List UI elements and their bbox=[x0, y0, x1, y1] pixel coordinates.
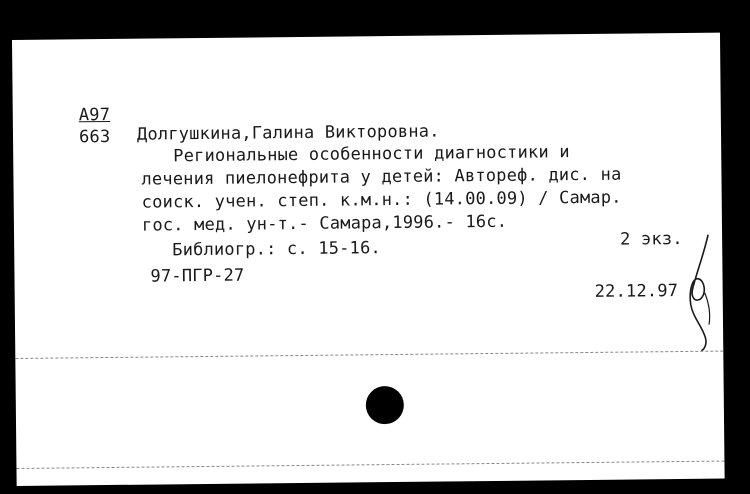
author-name: Долгушкина,Галина Викторовна. bbox=[136, 121, 440, 145]
date-stamp: 22.12.97 bbox=[594, 281, 679, 302]
accession-number: 97-ПГР-27 bbox=[150, 265, 245, 287]
shelfmark-class: А97 bbox=[78, 104, 111, 126]
title-line-4: гос. мед. ун-т.- Самара,1996.- 16с. bbox=[141, 211, 508, 236]
title-line-3: соиск. учен. степ. к.м.н.: (14.00.09) / Самар. bbox=[141, 187, 622, 213]
shelfmark-number: 663 bbox=[78, 126, 111, 148]
card-divider-bottom bbox=[16, 461, 724, 469]
title-line-2: лечения пиелонефрита у детей: Автореф. дис. на bbox=[141, 164, 622, 190]
bibliography-note: Библиогр.: с. 15-16. bbox=[172, 238, 382, 261]
copies-count: 2 экз. bbox=[620, 228, 683, 250]
handwritten-signature bbox=[674, 233, 721, 353]
card-divider-top bbox=[15, 351, 723, 359]
catalog-card bbox=[12, 33, 725, 486]
title-line-1: Региональные особенности диагностики и bbox=[173, 142, 570, 167]
punch-hole bbox=[366, 386, 404, 424]
